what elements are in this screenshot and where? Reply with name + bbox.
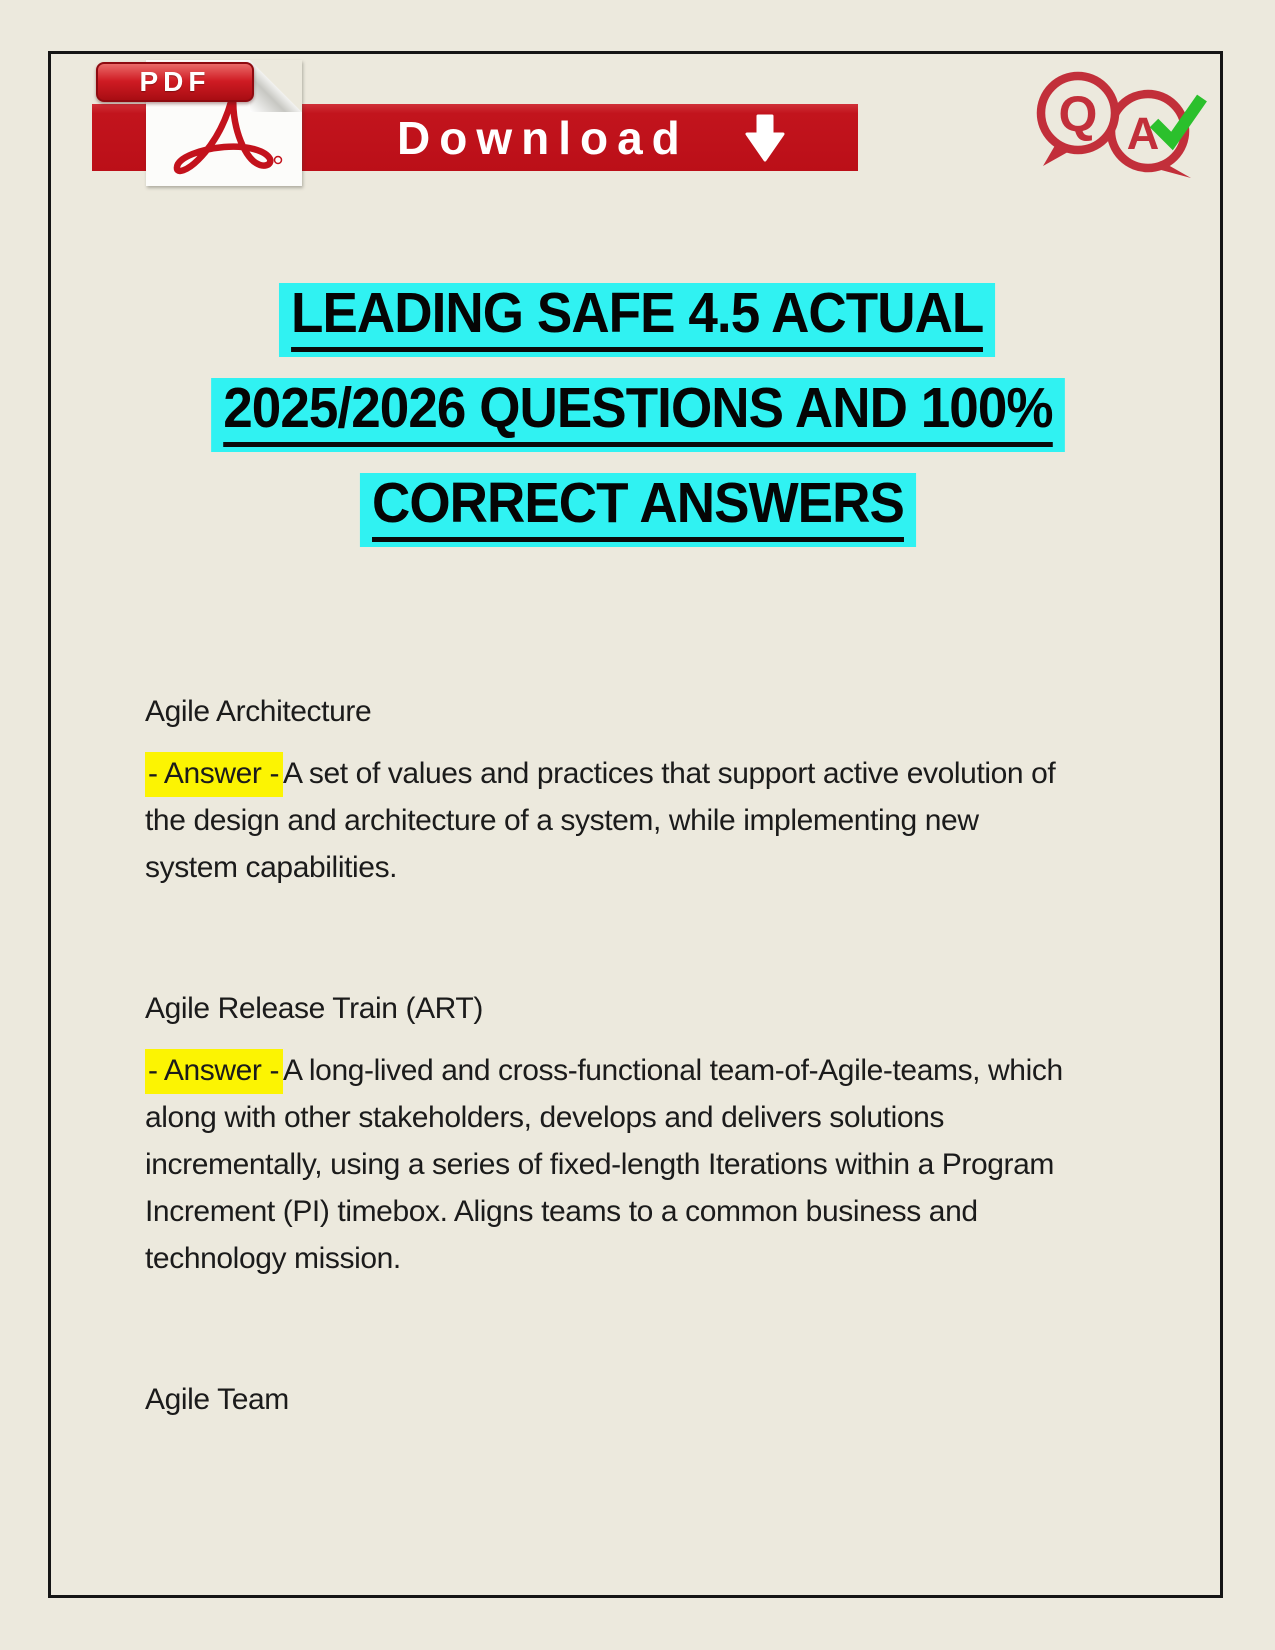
term-heading: Agile Team bbox=[145, 1383, 289, 1416]
download-label: Download bbox=[397, 111, 689, 164]
answer-line: system capabilities. bbox=[145, 851, 398, 884]
term-heading: Agile Release Train (ART) bbox=[145, 992, 483, 1025]
answer-line: along with other stakeholders, develops and delivers solutions bbox=[145, 1101, 945, 1134]
pdf-badge-label: PDF bbox=[139, 66, 211, 97]
answer-text: A set of values and practices that support active evolution of bbox=[283, 757, 1056, 790]
download-arrow-icon bbox=[741, 114, 789, 164]
term-heading: Agile Architecture bbox=[145, 695, 372, 728]
title-line bbox=[0, 378, 1275, 445]
answer-line: technology mission. bbox=[145, 1242, 401, 1275]
title-line-1-text: LEADING SAFE 4.5 ACTUAL bbox=[291, 286, 983, 352]
title-line bbox=[0, 283, 1275, 350]
title-line-3-text: CORRECT ANSWERS bbox=[372, 476, 904, 542]
qa-section bbox=[145, 1376, 1110, 1423]
title-line-2-text: 2025/2026 QUESTIONS AND 100% bbox=[223, 381, 1052, 447]
document-title bbox=[0, 283, 1275, 568]
pdf-badge bbox=[96, 62, 254, 102]
document-body bbox=[145, 688, 1110, 1423]
answer-paragraph bbox=[145, 1047, 1110, 1282]
answer-text: A long-lived and cross-functional team-of-Agile-teams, which bbox=[283, 1054, 1063, 1087]
answer-label-highlight: - Answer - bbox=[145, 752, 283, 797]
qa-letter-q: Q bbox=[1058, 86, 1098, 142]
qa-logo bbox=[1026, 68, 1208, 188]
qa-section bbox=[145, 985, 1110, 1282]
qa-letter-a: A bbox=[1126, 108, 1160, 159]
answer-paragraph bbox=[145, 750, 1110, 891]
qa-section bbox=[145, 688, 1110, 891]
answer-line: Increment (PI) timebox. Aligns teams to a common business and bbox=[145, 1195, 978, 1228]
answer-line: incrementally, using a series of fixed-length Iterations within a Program bbox=[145, 1148, 1055, 1181]
answer-line bbox=[145, 1047, 1110, 1094]
answer-line bbox=[145, 750, 1110, 797]
answer-label-highlight: - Answer - bbox=[145, 1049, 283, 1094]
title-line bbox=[0, 473, 1275, 540]
answer-line: the design and architecture of a system, while implementing new bbox=[145, 804, 979, 837]
